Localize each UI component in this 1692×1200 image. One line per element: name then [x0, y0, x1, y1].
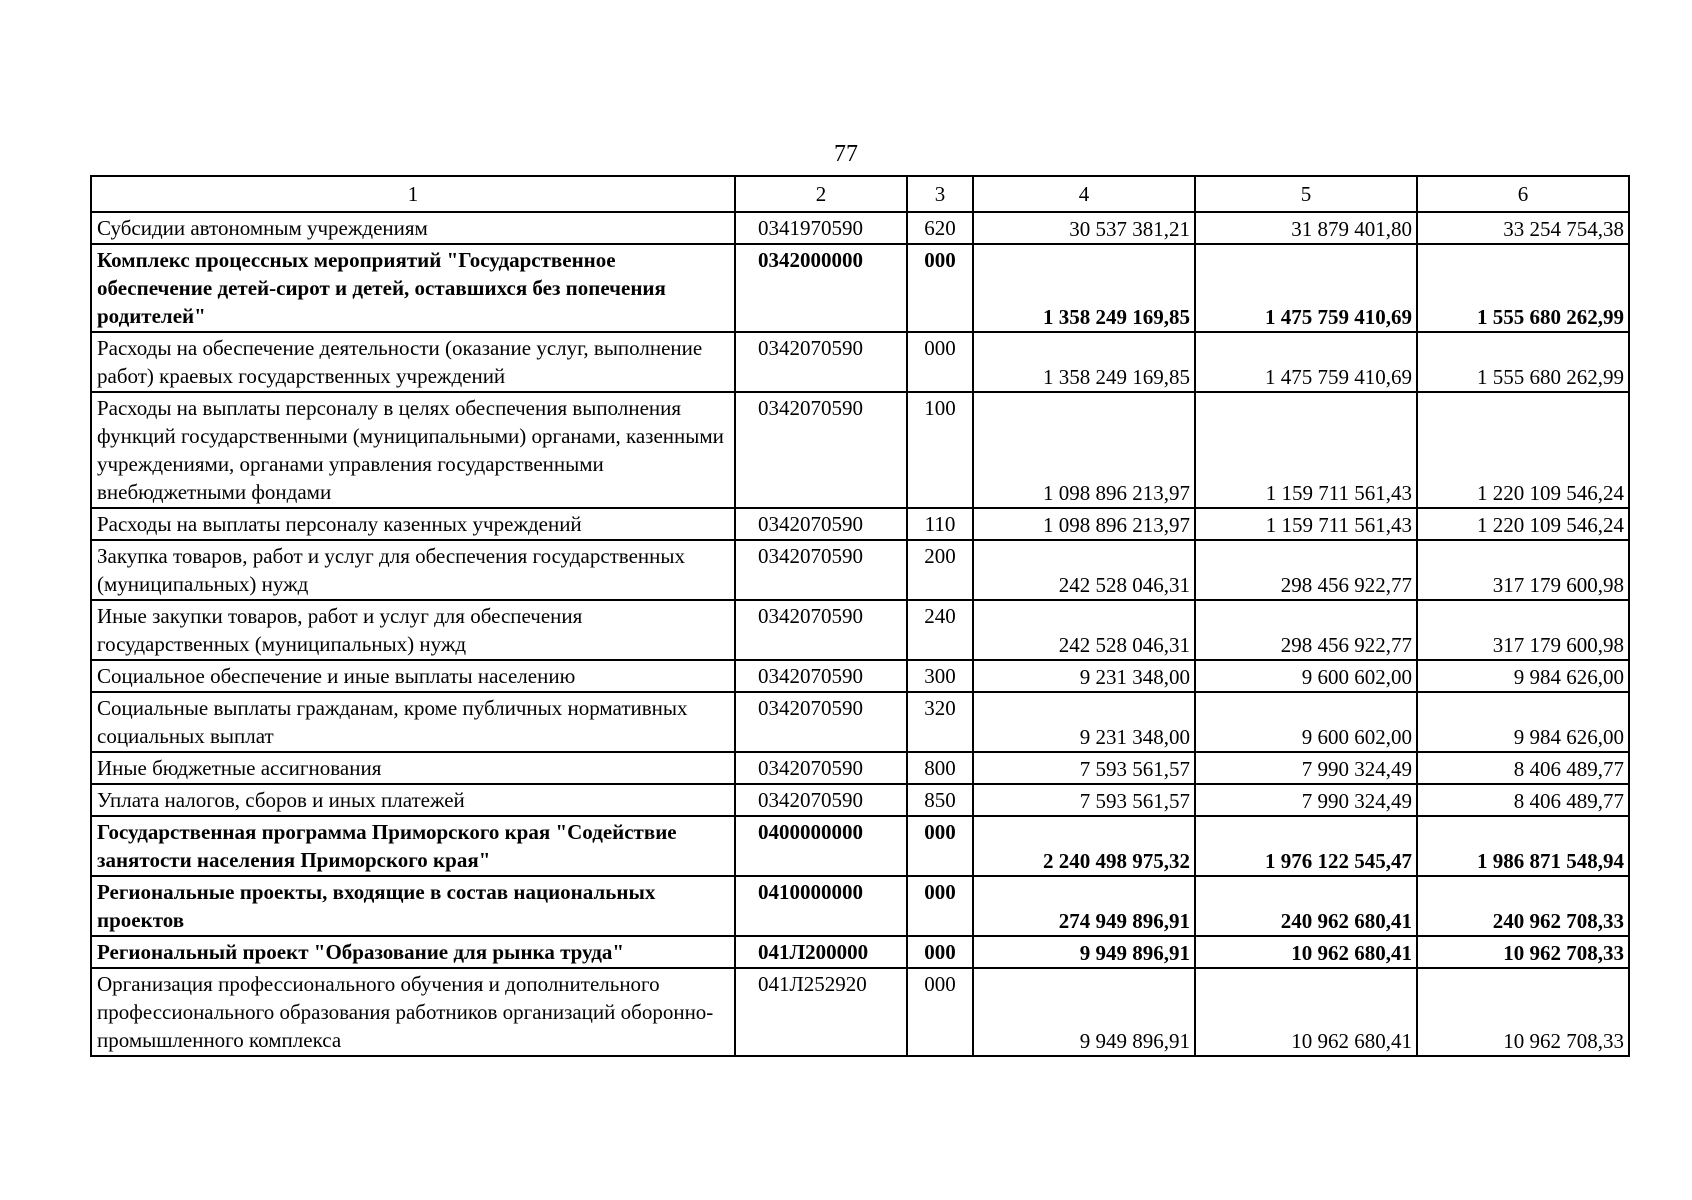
row-type-cell: 300: [907, 660, 973, 692]
row-value-col6: 1 986 871 548,94: [1417, 816, 1629, 876]
row-value-col5: 298 456 922,77: [1195, 600, 1417, 660]
row-type-cell: 850: [907, 784, 973, 816]
row-value-col5: 7 990 324,49: [1195, 752, 1417, 784]
row-value-col4: 242 528 046,31: [973, 600, 1195, 660]
row-name-cell: Иные бюджетные ассигнования: [91, 752, 735, 784]
row-value-col4: 9 949 896,91: [973, 936, 1195, 968]
row-value-col5: 1 475 759 410,69: [1195, 332, 1417, 392]
row-code-cell: 0342070590: [735, 392, 907, 508]
row-code-cell: 0410000000: [735, 876, 907, 936]
table-body: [91, 176, 1629, 1056]
row-type-cell: 800: [907, 752, 973, 784]
table-row: [91, 816, 1629, 876]
row-value-col6: 9 984 626,00: [1417, 692, 1629, 752]
row-value-col4: 9 231 348,00: [973, 660, 1195, 692]
row-value-col6: 1 220 109 546,24: [1417, 508, 1629, 540]
row-type-cell: 100: [907, 392, 973, 508]
row-name-cell: Расходы на обеспечение деятельности (оказание услуг, выполнение работ) краевых государственных учреждений: [91, 332, 735, 392]
header-col-2: 2: [735, 176, 907, 212]
row-value-col6: 33 254 754,38: [1417, 212, 1629, 244]
row-type-cell: 620: [907, 212, 973, 244]
row-name-cell: Закупка товаров, работ и услуг для обеспечения государственных (муниципальных) нужд: [91, 540, 735, 600]
row-code-cell: 0342070590: [735, 540, 907, 600]
row-value-col5: 7 990 324,49: [1195, 784, 1417, 816]
row-value-col4: 1 098 896 213,97: [973, 508, 1195, 540]
header-col-1: 1: [91, 176, 735, 212]
row-value-col6: 10 962 708,33: [1417, 936, 1629, 968]
row-value-col6: 1 555 680 262,99: [1417, 332, 1629, 392]
header-col-6: 6: [1417, 176, 1629, 212]
row-value-col6: 8 406 489,77: [1417, 784, 1629, 816]
row-value-col6: 1 220 109 546,24: [1417, 392, 1629, 508]
header-col-4: 4: [973, 176, 1195, 212]
row-code-cell: 0342070590: [735, 692, 907, 752]
row-type-cell: 000: [907, 936, 973, 968]
row-value-col4: 9 231 348,00: [973, 692, 1195, 752]
row-value-col5: 1 159 711 561,43: [1195, 508, 1417, 540]
row-value-col5: 9 600 602,00: [1195, 660, 1417, 692]
table-row: [91, 752, 1629, 784]
row-type-cell: 320: [907, 692, 973, 752]
row-value-col4: 2 240 498 975,32: [973, 816, 1195, 876]
row-value-col6: 317 179 600,98: [1417, 600, 1629, 660]
row-value-col5: 31 879 401,80: [1195, 212, 1417, 244]
row-type-cell: 110: [907, 508, 973, 540]
table-row: [91, 600, 1629, 660]
budget-table: [90, 175, 1630, 1057]
row-name-cell: Уплата налогов, сборов и иных платежей: [91, 784, 735, 816]
row-code-cell: 0342070590: [735, 784, 907, 816]
row-value-col5: 10 962 680,41: [1195, 936, 1417, 968]
row-code-cell: 0342070590: [735, 332, 907, 392]
table-row: [91, 244, 1629, 332]
row-value-col5: 1 976 122 545,47: [1195, 816, 1417, 876]
row-code-cell: 041Л200000: [735, 936, 907, 968]
row-type-cell: 000: [907, 876, 973, 936]
table-row: [91, 876, 1629, 936]
row-value-col6: 1 555 680 262,99: [1417, 244, 1629, 332]
header-col-5: 5: [1195, 176, 1417, 212]
table-row: [91, 936, 1629, 968]
row-name-cell: Региональный проект "Образование для рынка труда": [91, 936, 735, 968]
row-name-cell: Расходы на выплаты персоналу в целях обеспечения выполнения функций государственными (муниципальными) органами, казенными учреждениями, органами управления государственными внебюджетными фондами: [91, 392, 735, 508]
row-code-cell: 041Л252920: [735, 968, 907, 1056]
row-code-cell: 0342000000: [735, 244, 907, 332]
row-code-cell: 0342070590: [735, 752, 907, 784]
header-col-3: 3: [907, 176, 973, 212]
row-value-col4: 274 949 896,91: [973, 876, 1195, 936]
row-value-col4: 7 593 561,57: [973, 752, 1195, 784]
row-value-col6: 8 406 489,77: [1417, 752, 1629, 784]
row-name-cell: Государственная программа Приморского края "Содействие занятости населения Приморского края": [91, 816, 735, 876]
row-type-cell: 000: [907, 816, 973, 876]
row-value-col4: 1 358 249 169,85: [973, 332, 1195, 392]
table-row: [91, 332, 1629, 392]
row-value-col5: 298 456 922,77: [1195, 540, 1417, 600]
table-header-row: [91, 176, 1629, 212]
row-value-col4: 9 949 896,91: [973, 968, 1195, 1056]
row-value-col4: 7 593 561,57: [973, 784, 1195, 816]
table-row: [91, 212, 1629, 244]
row-type-cell: 240: [907, 600, 973, 660]
row-name-cell: Организация профессионального обучения и дополнительного профессионального образования работников организаций оборонно-промышленного комплекса: [91, 968, 735, 1056]
row-name-cell: Социальные выплаты гражданам, кроме публичных нормативных социальных выплат: [91, 692, 735, 752]
row-name-cell: Иные закупки товаров, работ и услуг для обеспечения государственных (муниципальных) нужд: [91, 600, 735, 660]
table-row: [91, 968, 1629, 1056]
row-code-cell: 0342070590: [735, 660, 907, 692]
row-value-col4: 30 537 381,21: [973, 212, 1195, 244]
row-value-col5: 240 962 680,41: [1195, 876, 1417, 936]
row-value-col4: 1 358 249 169,85: [973, 244, 1195, 332]
row-type-cell: 000: [907, 244, 973, 332]
row-value-col5: 1 159 711 561,43: [1195, 392, 1417, 508]
table-row: [91, 784, 1629, 816]
row-value-col4: 242 528 046,31: [973, 540, 1195, 600]
row-value-col6: 10 962 708,33: [1417, 968, 1629, 1056]
table-row: [91, 540, 1629, 600]
table-row: [91, 508, 1629, 540]
row-name-cell: Расходы на выплаты персоналу казенных учреждений: [91, 508, 735, 540]
row-value-col5: 10 962 680,41: [1195, 968, 1417, 1056]
row-code-cell: 0400000000: [735, 816, 907, 876]
row-value-col6: 317 179 600,98: [1417, 540, 1629, 600]
table-row: [91, 660, 1629, 692]
row-code-cell: 0342070590: [735, 600, 907, 660]
row-type-cell: 200: [907, 540, 973, 600]
row-value-col6: 240 962 708,33: [1417, 876, 1629, 936]
row-value-col6: 9 984 626,00: [1417, 660, 1629, 692]
row-value-col5: 9 600 602,00: [1195, 692, 1417, 752]
page-number: 77: [834, 141, 858, 167]
table-row: [91, 692, 1629, 752]
row-value-col4: 1 098 896 213,97: [973, 392, 1195, 508]
row-name-cell: Социальное обеспечение и иные выплаты населению: [91, 660, 735, 692]
row-name-cell: Субсидии автономным учреждениям: [91, 212, 735, 244]
row-code-cell: 0341970590: [735, 212, 907, 244]
table-row: [91, 392, 1629, 508]
row-name-cell: Региональные проекты, входящие в состав национальных проектов: [91, 876, 735, 936]
row-type-cell: 000: [907, 968, 973, 1056]
row-name-cell: Комплекс процессных мероприятий "Государственное обеспечение детей-сирот и детей, оставшихся без попечения родителей": [91, 244, 735, 332]
row-type-cell: 000: [907, 332, 973, 392]
row-code-cell: 0342070590: [735, 508, 907, 540]
row-value-col5: 1 475 759 410,69: [1195, 244, 1417, 332]
